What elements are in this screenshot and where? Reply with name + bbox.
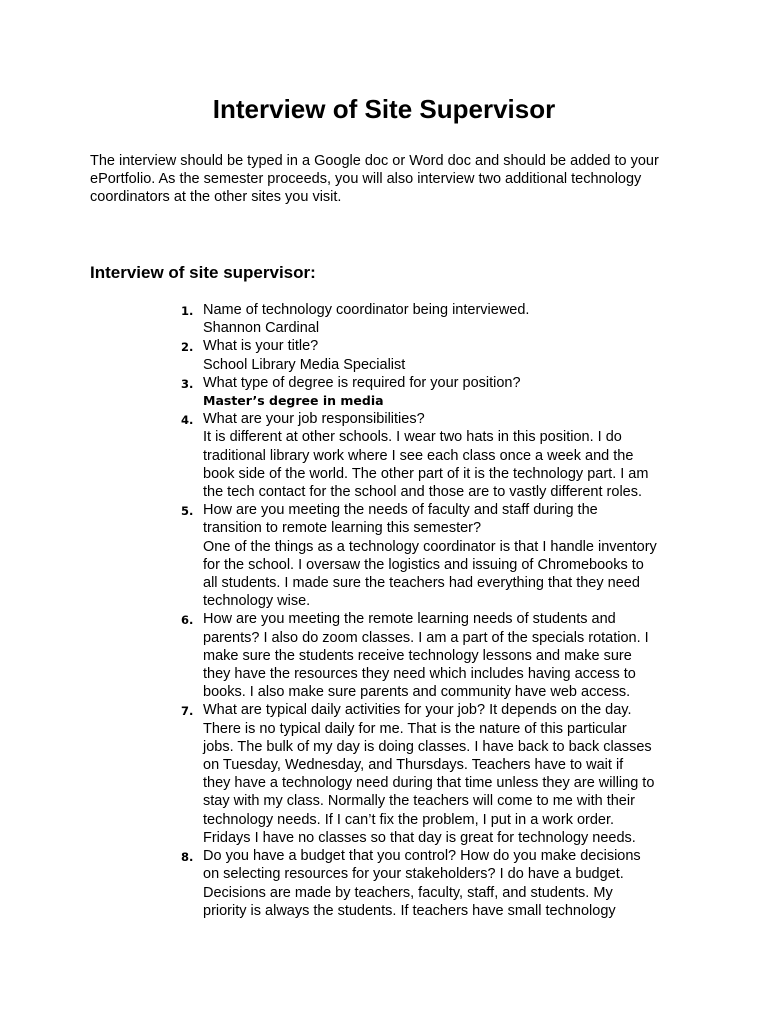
- answer-text: One of the things as a technology coordinator is that I handle inventory: [203, 538, 657, 555]
- answer-text: stay with my class. Normally the teachers will come to me with their: [203, 793, 635, 810]
- list-item-number: 8.: [181, 850, 194, 865]
- interview-question-list: [0, 301, 693, 920]
- answer-text: It is different at other schools. I wear two hats in this position. I do: [203, 429, 622, 446]
- list-item: [0, 501, 693, 610]
- answer-text: Master’s degree in media: [203, 393, 384, 409]
- list-item: [0, 847, 693, 920]
- answer-text: on selecting resources for your stakeholders? I do have a budget.: [203, 866, 624, 883]
- answer-text: There is no typical daily for me. That is the nature of this particular: [203, 720, 627, 737]
- answer-text: priority is always the students. If teachers have small technology: [203, 902, 616, 919]
- question-text: How are you meeting the remote learning needs of students and: [203, 611, 616, 628]
- intro-paragraph: The interview should be typed in a Google doc or Word doc and should be added to your ePortfolio. As the semester proceeds, you will also interview two additional technology coordinators at the other sites you visit.: [90, 153, 659, 206]
- answer-text: technology needs. If I can’t fix the problem, I put in a work order.: [203, 811, 615, 828]
- answer-text: make sure the students receive technology lessons and make sure: [203, 647, 632, 664]
- question-text: What type of degree is required for your position?: [203, 374, 521, 391]
- list-item-number: 4.: [181, 413, 194, 428]
- list-item-number: 6.: [181, 613, 194, 628]
- answer-text: Shannon Cardinal: [203, 320, 320, 337]
- question-text: What are your job responsibilities?: [203, 411, 425, 428]
- list-item: [0, 337, 693, 373]
- answer-text: they have a technology need during that time unless they are willing to: [203, 775, 655, 792]
- question-text: Do you have a budget that you control? How do you make decisions: [203, 848, 641, 865]
- list-item: [0, 610, 693, 701]
- list-item: [0, 410, 693, 501]
- question-text: How are you meeting the needs of faculty and staff during the: [203, 502, 598, 519]
- list-item-number: 7.: [181, 704, 194, 719]
- answer-text: all students. I made sure the teachers had everything that they need: [203, 575, 640, 592]
- answer-text: books. I also make sure parents and community have web access.: [203, 684, 631, 701]
- answer-text: School Library Media Specialist: [203, 356, 406, 373]
- list-item-number: 2.: [181, 340, 194, 355]
- list-item-number: 5.: [181, 504, 194, 519]
- answer-text: for the school. I oversaw the logistics and issuing of Chromebooks to: [203, 556, 644, 573]
- answer-text: the tech contact for the school and those are to vastly different roles.: [203, 484, 643, 501]
- list-item-number: 3.: [181, 376, 194, 391]
- list-item: [0, 374, 693, 410]
- question-text: Name of technology coordinator being interviewed.: [203, 302, 530, 318]
- question-text: What is your title?: [203, 338, 319, 355]
- answer-text: they have the resources they need which includes having access to: [203, 666, 636, 683]
- answer-text: book side of the world. The other part of it is the technology part. I am: [203, 465, 649, 482]
- list-item: [0, 701, 693, 847]
- answer-text: technology wise.: [203, 593, 311, 610]
- section-heading: Interview of site supervisor:: [90, 263, 316, 282]
- question-text: What are typical daily activities for your job? It depends on the day.: [203, 702, 632, 719]
- answer-text: Fridays I have no classes so that day is great for technology needs.: [203, 829, 636, 846]
- answer-text: traditional library work where I see each class once a week and the: [203, 447, 634, 464]
- document-title: Interview of Site Supervisor: [212, 94, 556, 124]
- answer-text: jobs. The bulk of my day is doing classes. I have back to back classes: [203, 738, 652, 755]
- answer-text: parents? I also do zoom classes. I am a part of the specials rotation. I: [203, 629, 649, 646]
- list-item: [0, 301, 693, 337]
- answer-text: on Tuesday, Wednesday, and Thursdays. Teachers have to wait if: [203, 757, 624, 774]
- list-item-number: 1.: [181, 304, 194, 318]
- answer-text: transition to remote learning this semester?: [203, 520, 482, 537]
- answer-text: Decisions are made by teachers, faculty, staff, and students. My: [203, 884, 613, 901]
